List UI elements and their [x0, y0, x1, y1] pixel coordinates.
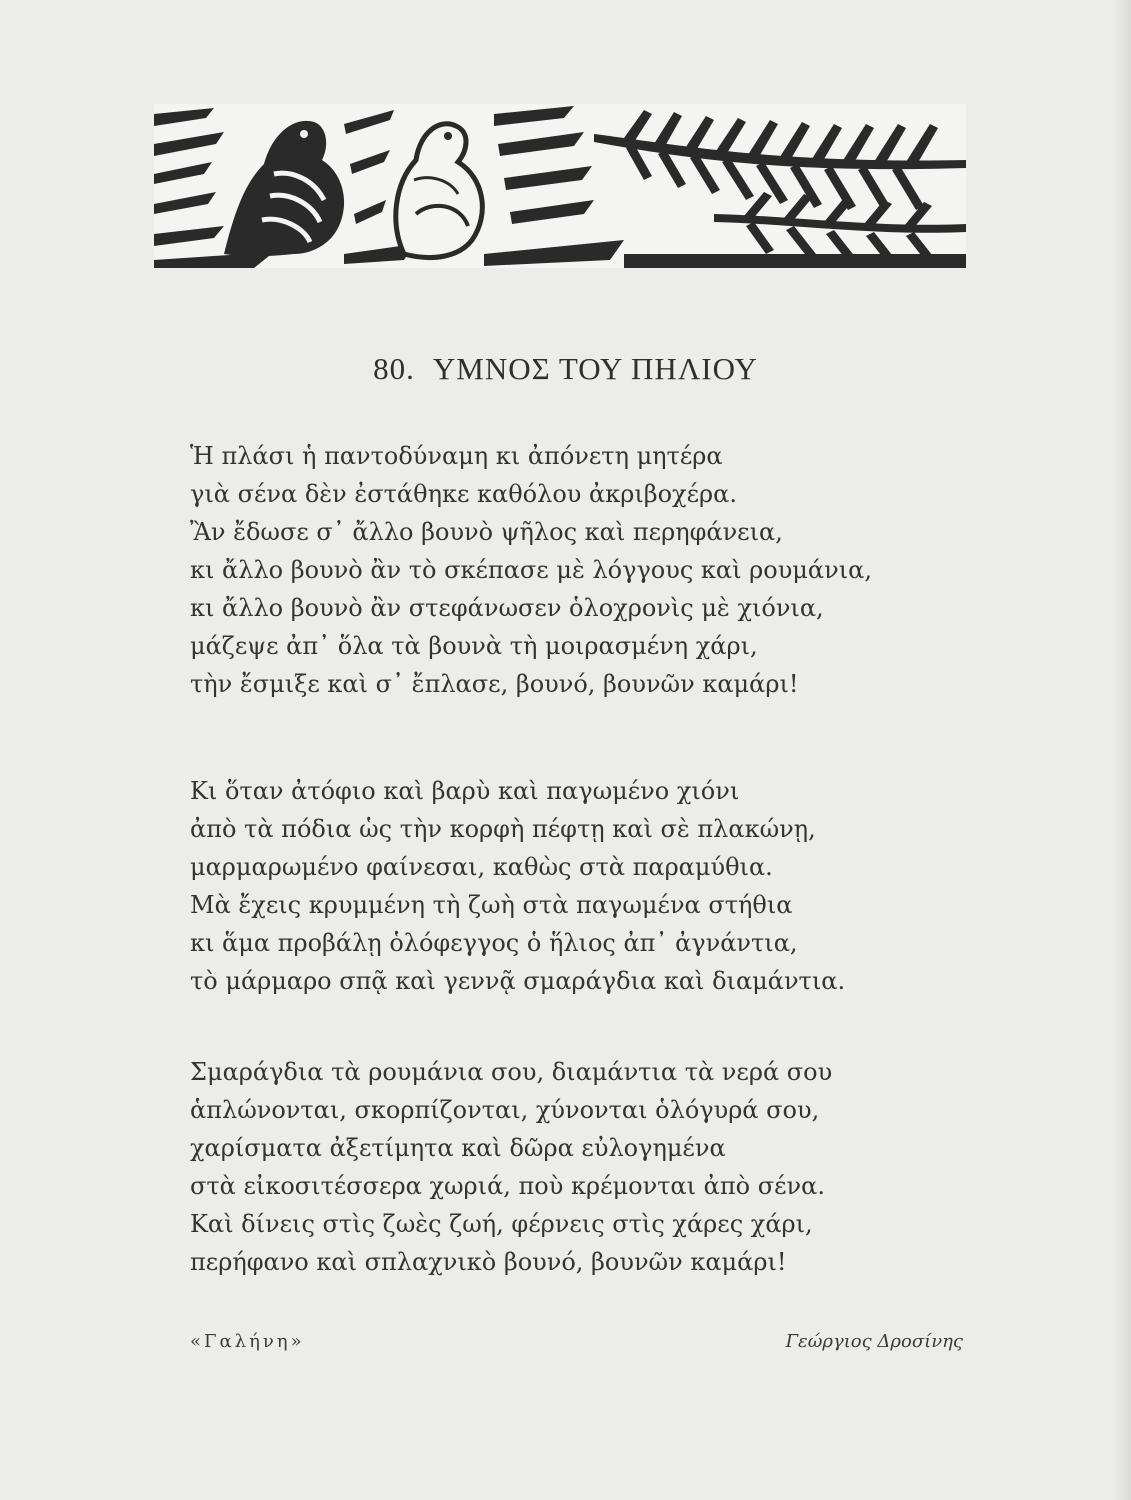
poem-line: ἁπλώνονται, σκορπίζονται, χύνονται ὁλόγυρά σου, [190, 1096, 820, 1124]
poem-line: τὴν ἔσμιξε καὶ σ᾽ ἔπλασε, βουνό, βουνῶν καμάρι! [190, 670, 799, 698]
poem-line: Κι ὅταν ἀτόφιο καὶ βαρὺ καὶ παγωμένο χιόνι [190, 777, 740, 805]
source-title: «Γαλήνη» [190, 1331, 305, 1352]
page-edge-shadow [1113, 0, 1131, 1500]
poem-line: Καὶ δίνεις στὶς ζωὲς ζωή, φέρνεις στὶς χάρες χάρι, [190, 1210, 813, 1238]
woodcut-ornament-icon [154, 104, 966, 268]
poem-line: Ἡ πλάσι ἡ παντοδύναμη κι ἀπόνετη μητέρα [190, 442, 723, 470]
poem-line: Ἂν ἔδωσε σ᾽ ἄλλο βουνὸ ψῆλος καὶ περηφάνεια, [190, 518, 783, 546]
poem-line: μαρμαρωμένο φαίνεσαι, καθὼς στὰ παραμύθια. [190, 853, 773, 881]
poem-line: Μὰ ἔχεις κρυμμένη τὴ ζωὴ στὰ παγωμένα στήθια [190, 891, 793, 919]
stanza-1 [190, 437, 872, 703]
poem-line: περήφανο καὶ σπλαχνικὸ βουνό, βουνῶν καμάρι! [190, 1248, 787, 1276]
poem-line: κι ἄλλο βουνὸ ἂν στεφάνωσεν ὁλοχρονὶς μὲ χιόνια, [190, 594, 824, 622]
poem-line: στὰ εἰκοσιτέσσερα χωριά, ποὺ κρέμονται ἀπὸ σένα. [190, 1172, 825, 1200]
poem-line: τὸ μάρμαρο σπᾷ καὶ γεννᾷ σμαράγδια καὶ διαμάντια. [190, 967, 846, 995]
author-name: Γεώργιος Δροσίνης [785, 1331, 963, 1352]
poem-title-text: ΥΜΝΟΣ ΤΟΥ ΠΗΛΙΟΥ [432, 351, 758, 386]
poem-line: μάζεψε ἀπ᾽ ὅλα τὰ βουνὰ τὴ μοιρασμένη χάρι, [190, 632, 758, 660]
poem-line: χαρίσματα ἀξετίμητα καὶ δῶρα εὐλογημένα [190, 1134, 726, 1162]
stanza-2 [190, 772, 845, 1000]
poem-line: Σμαράγδια τὰ ρουμάνια σου, διαμάντια τὰ νερά σου [190, 1058, 833, 1086]
poem-line: κι ἅμα προβάλῃ ὁλόφεγγος ὁ ἥλιος ἀπ᾽ ἀγνάντια, [190, 929, 798, 957]
poem-line: γιὰ σένα δὲν ἐστάθηκε καθόλου ἀκριβοχέρα. [190, 480, 737, 508]
poem-title [0, 351, 1131, 387]
poem-line: κι ἄλλο βουνὸ ἂν τὸ σκέπασε μὲ λόγγους καὶ ρουμάνια, [190, 556, 872, 584]
poem-line: ἀπὸ τὰ πόδια ὡς τὴν κορφὴ πέφτῃ καὶ σὲ πλακώνῃ, [190, 815, 816, 843]
poem-number: 80. [373, 351, 415, 386]
stanza-3 [190, 1053, 832, 1281]
